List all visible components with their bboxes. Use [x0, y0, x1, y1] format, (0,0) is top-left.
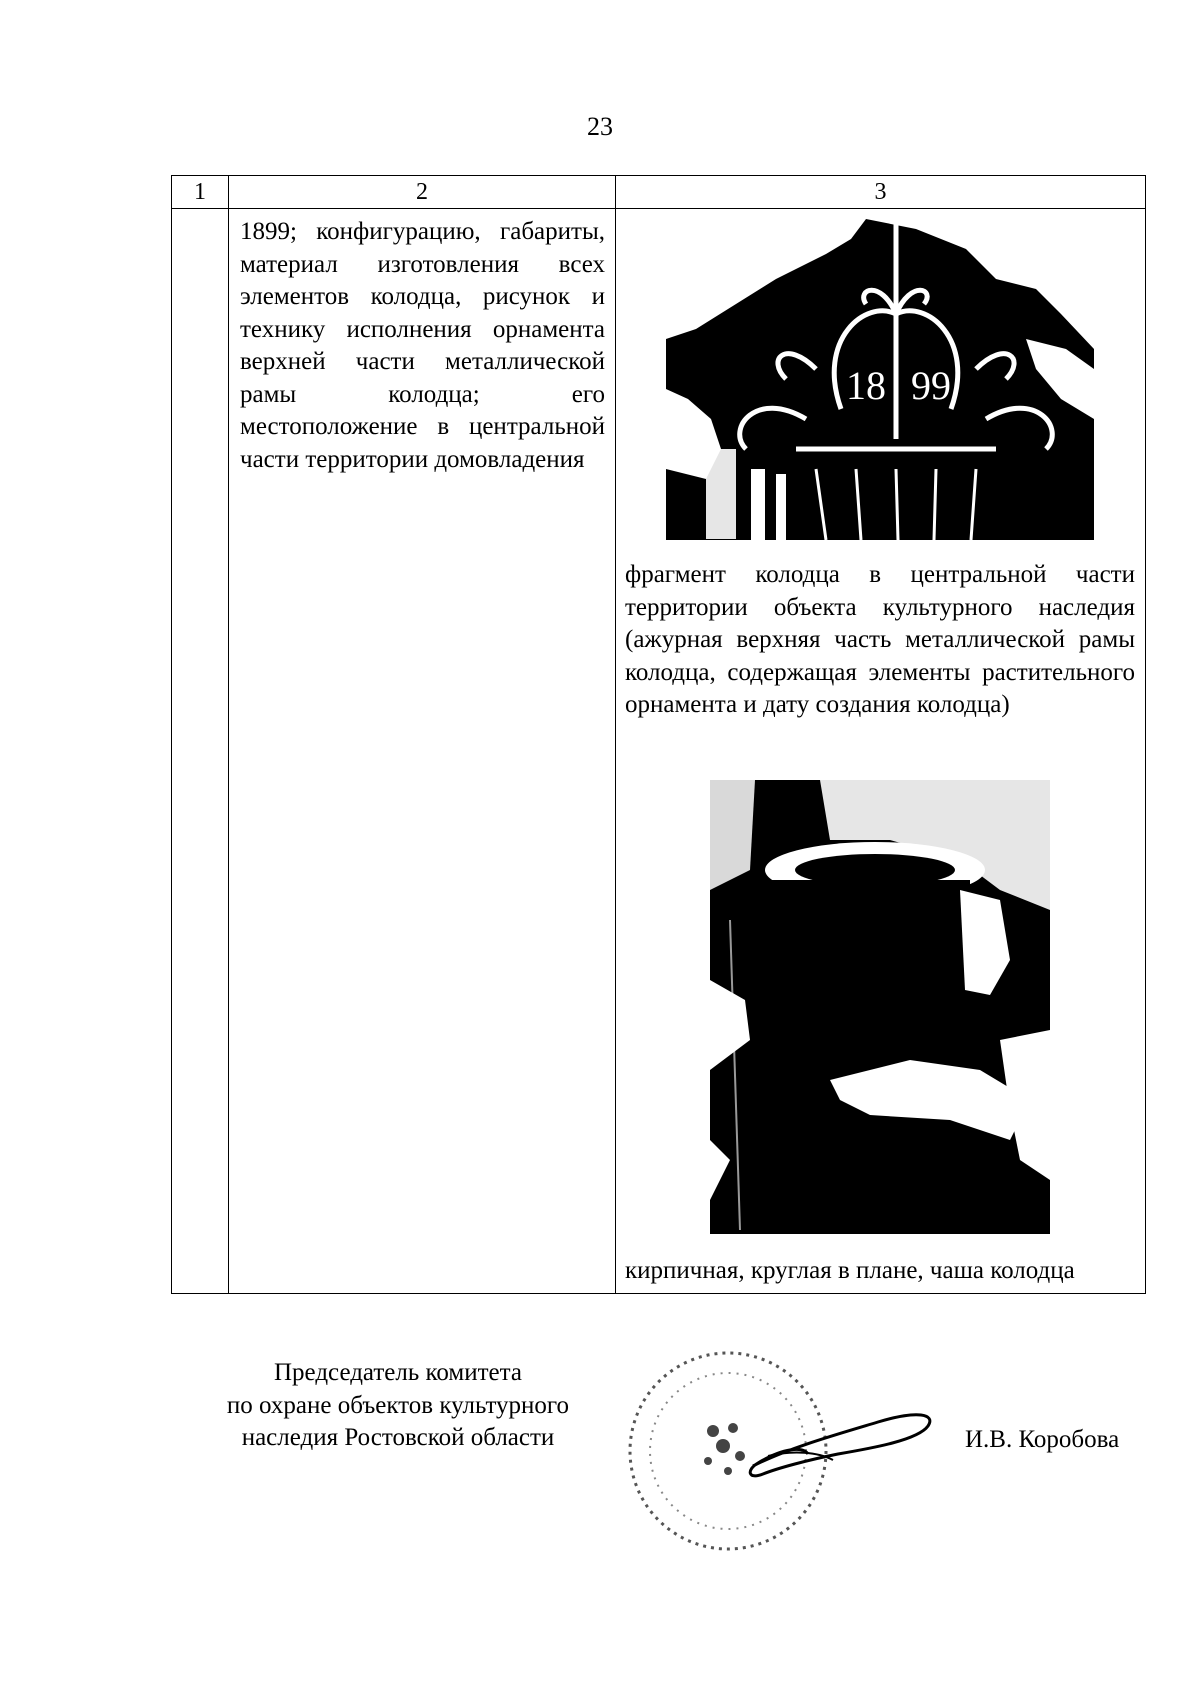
column-header-1: 1 [172, 176, 229, 209]
well-bowl-photo [710, 780, 1050, 1234]
seal-and-signature [628, 1336, 948, 1568]
description-cell [229, 209, 616, 1294]
description-line: верхней части металлической [240, 348, 605, 375]
description-line: исполнения орнамента [346, 315, 605, 343]
date-digits-right: 99 [911, 363, 951, 408]
description-line: изготовления всех элементов [240, 250, 606, 310]
photo1-caption: фрагмент колодца в центральной части территории объекта культурного наследия (ажурная верхняя часть металлической рамы колодца, содержащая элементы растительного орнамента и дату создания колодца) [625, 561, 1135, 718]
table-row [172, 209, 1146, 1294]
signatory-title [190, 1357, 606, 1455]
column-header-2: 2 [229, 176, 616, 209]
date-digits-left: 18 [846, 363, 886, 408]
photo2-caption: кирпичная, круглая в плане, чаша колодца [625, 1257, 1075, 1284]
page-number: 23 [587, 112, 613, 141]
description-line: территории домовладения [305, 445, 585, 473]
description-line: колодца, рисунок и технику [240, 283, 606, 343]
signatory-name: И.В. Коробова [965, 1426, 1120, 1453]
heritage-table [171, 175, 1146, 1294]
description-text [229, 209, 615, 476]
description-line: 1899; конфигурацию, [240, 218, 481, 245]
signatory-title-line: по охране объектов культурного [226, 1391, 570, 1419]
description-line: рамы колодца; [240, 380, 480, 408]
description-line: его местоположение [240, 380, 606, 440]
table-header-row [172, 176, 1146, 209]
description-line: габариты, материал [240, 218, 605, 278]
number-cell [172, 209, 229, 1294]
photo-cell [616, 209, 1146, 1294]
signatory-title-line: наследия Ростовской области [241, 1424, 555, 1451]
signatory-title-line: Председатель комитета [274, 1359, 522, 1386]
description-line: в центральной части [240, 413, 605, 473]
column-header-3: 3 [616, 176, 1146, 209]
well-frame-photo [666, 219, 1094, 540]
